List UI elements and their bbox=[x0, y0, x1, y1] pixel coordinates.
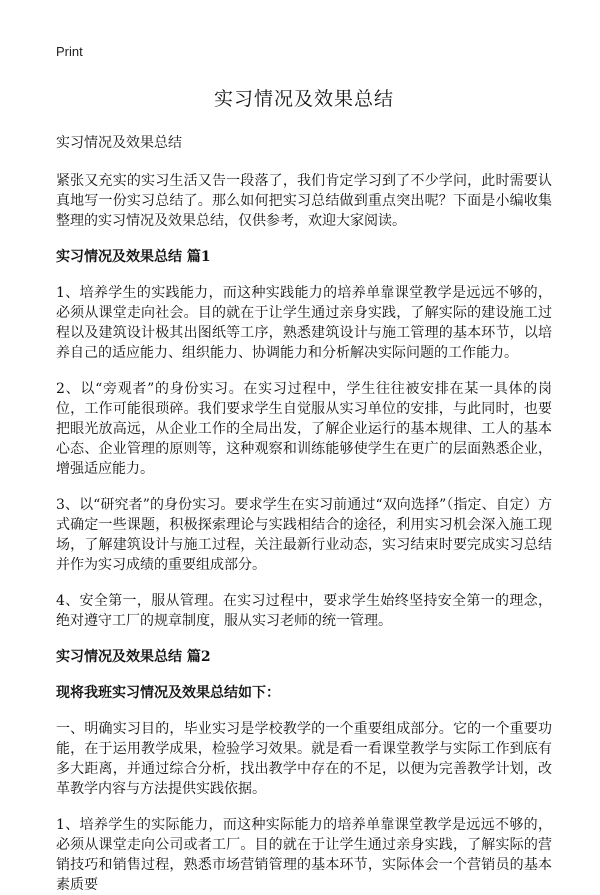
section1-paragraph-1: 1、培养学生的实践能力，而这种实践能力的培养单靠课堂教学是远远不够的，必须从课堂走向社会。目的就在于让学生通过亲身实践，了解实际的建设施工过程以及建筑设计极其出图纸等工序，熟悉建筑设计与施工管理的基本环节，以培养自己的适应能力、组织能力、协调能力和分析解决实际问题的工作能力。 bbox=[56, 285, 552, 361]
section2-subheading: 现将我班实习情况及效果总结如下： bbox=[56, 685, 280, 701]
section1-paragraph-3: 3、以“研究者”的身份实习。要求学生在实习前通过“双向选择”（指定、自定）方式确定一些课题，积极探索理论与实践相结合的途径，利用实习机会深入施工现场，了解建筑设计与施工过程，关注最新行业动态，实习结束时要完成实习总结并作为实习成绩的重要组成部分。 bbox=[56, 497, 552, 573]
section2-paragraph-2: 1、培养学生的实际能力，而这种实际能力的培养单靠课堂教学是远远不够的，必须从课堂走向公司或者工厂。目的就在于让学生通过亲身实践，了解实际的营销技巧和销售过程，熟悉市场营销管理的基本环节，实际体会一个营销员的基本素质要 bbox=[56, 817, 552, 893]
print-link[interactable]: Print bbox=[56, 44, 83, 59]
section1-paragraph-2: 2、以“旁观者”的身份实习。在实习过程中，学生往往被安排在某一具体的岗位，工作可能很琐碎。我们要求学生自觉服从实习单位的安排，与此同时，也要把眼光放高远，从企业工作的全局出发，了解企业运行的基本规律、工人的基本心态、企业管理的原则等，这种观察和训练能够使学生在更广的层面熟悉企业，增强适应能力。 bbox=[56, 381, 552, 477]
section-heading-2: 实习情况及效果总结 篇2 bbox=[56, 649, 211, 665]
intro-paragraph: 紧张又充实的实习生活又告一段落了，我们肯定学习到了不少学问，此时需要认真地写一份实习总结了。那么如何把实习总结做到重点突出呢？下面是小编收集整理的实习情况及效果总结，仅供参考，欢迎大家阅读。 bbox=[56, 173, 552, 229]
section-heading-1: 实习情况及效果总结 篇1 bbox=[56, 249, 211, 265]
document-subtitle: 实习情况及效果总结 bbox=[56, 135, 182, 151]
section2-paragraph-1: 一、明确实习目的，毕业实习是学校教学的一个重要组成部分。它的一个重要功能，在于运用教学成果，检验学习效果。就是看一看课堂教学与实际工作到底有多大距离，并通过综合分析，找出教学中存在的不足，以便为完善教学计划，改革教学内容与方法提供实践依据。 bbox=[56, 721, 552, 797]
section1-paragraph-4: 4、安全第一，服从管理。在实习过程中，要求学生始终坚持安全第一的理念，绝对遵守工厂的规章制度，服从实习老师的统一管理。 bbox=[56, 593, 552, 629]
page-title: 实习情况及效果总结 bbox=[213, 88, 394, 110]
